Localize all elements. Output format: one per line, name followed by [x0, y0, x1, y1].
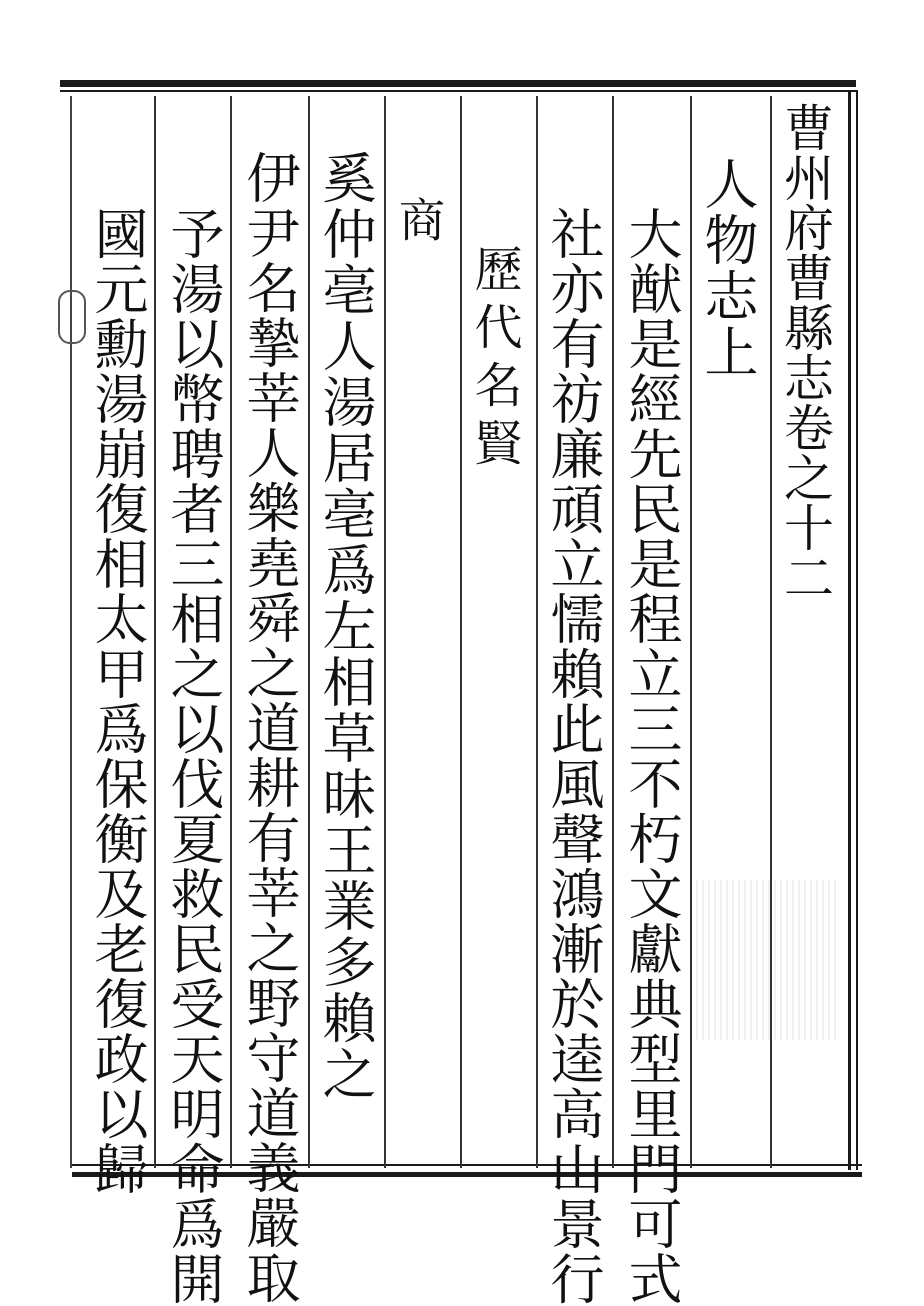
- column-divider: [230, 96, 232, 1168]
- right-border: [848, 90, 851, 1170]
- column-divider: [460, 96, 462, 1168]
- volume-title: 曹州府曹縣志卷之十二: [776, 102, 834, 602]
- left-gutter-line: [70, 96, 72, 1168]
- entry-yi-yin-line-3: 國元勳湯崩復相太甲爲保衡及老復政以歸: [86, 206, 149, 1196]
- margin-seal-mark: [58, 290, 86, 344]
- entry-xi-zhong: 奚仲亳人湯居亳爲左相草昧王業多賴之: [314, 150, 377, 1102]
- top-border: [60, 80, 856, 87]
- column-divider: [536, 96, 538, 1168]
- entry-yi-yin-line-1: 伊尹名摯莘人樂堯舜之道耕有莘之野守道義嚴取: [238, 150, 301, 1305]
- column-divider: [384, 96, 386, 1168]
- right-border-outer: [856, 90, 858, 1170]
- section-heading: 人物志上: [696, 156, 759, 380]
- category-heading: 歷代名賢: [466, 244, 522, 476]
- entry-yi-yin-line-2: 予湯以幣聘者三相之以伐夏救民受天明命爲開: [162, 206, 225, 1306]
- column-divider: [308, 96, 310, 1168]
- dynasty-heading: 商: [392, 196, 446, 244]
- column-divider: [612, 96, 614, 1168]
- scan-smudge: [690, 880, 840, 1040]
- intro-line-2: 社亦有祊廉頑立懦賴此風聲鴻漸於逵高山景行: [542, 206, 605, 1306]
- column-divider: [154, 96, 156, 1168]
- intro-line-1: 大猷是經先民是程立三不朽文獻典型里門可式: [620, 206, 683, 1306]
- top-border-inner: [60, 90, 856, 92]
